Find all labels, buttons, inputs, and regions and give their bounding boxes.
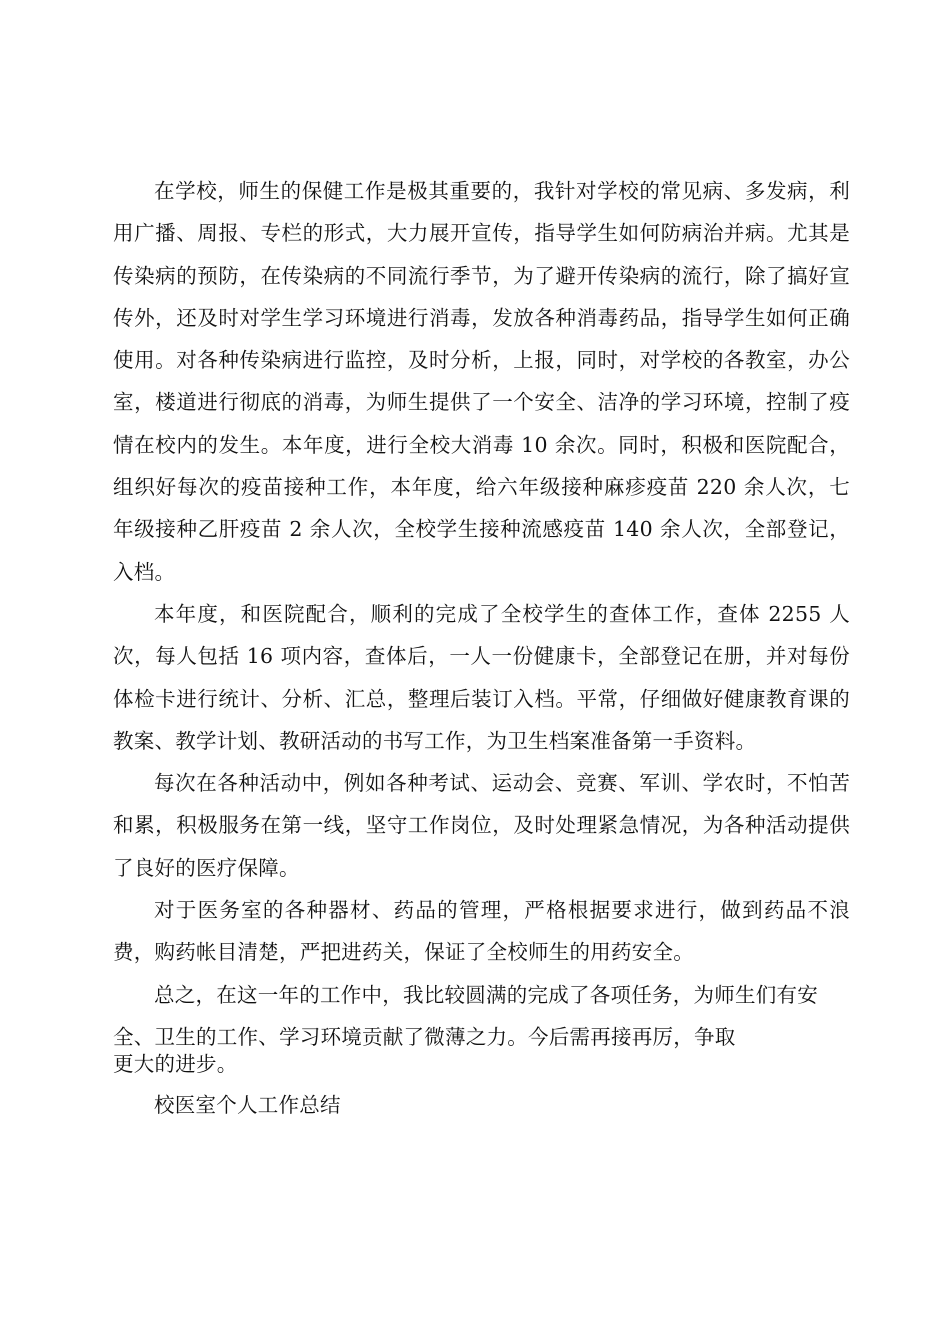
paragraph-health-care: 在学校，师生的保健工作是极其重要的，我针对学校的常见病、多发病，利用广播、周报、专栏的形式，大力展开宣传，指导学生如何防病治并病。尤其是传染病的预防，在传染病的不同流行季节，为了避开传染病的流行，除了搞好宣传外，还及时对学生学习环境进行消毒，发放各种消毒药品，指导学生如何正确使用。对各种传染病进行监控，及时分析，上报，同时，对学校的各教室，办公室，楼道进行彻底的消毒，为师生提供了一个安全、洁净的学习环境，控制了疫情在校内的发生。本年度，进行全校大消毒 10 余次。同时，积极和医院配合，组织好每次的疫苗接种工作，本年度，给六年级接种麻疹疫苗 220 余人次，七年级接种乙肝疫苗 2 余人次，全校学生接种流感疫苗 140 余人次，全部登记，入档。 (113, 179, 850, 584)
conclusion-line-1: 总之，在这一年的工作中，我比较圆满的完成了各项任务，为师生们有安 (154, 982, 818, 1007)
paragraph-physical-exam: 本年度，和医院配合，顺利的完成了全校学生的查体工作，查体 2255 人次，每人包括 16 项内容，查体后，一人一份健康卡，全部登记在册，并对每份体检卡进行统计、分析、汇总，整理后装订入档。平常，仔细做好健康教育课的教案、教学计划、教研活动的书写工作，为卫生档案准备第一手资料。 (113, 601, 850, 753)
paragraph-activity-support: 每次在各种活动中，例如各种考试、运动会、竞赛、军训、学农时，不怕苦和累，积极服务在第一线，坚守工作岗位，及时处理紧急情况，为各种活动提供了良好的医疗保障。 (113, 771, 850, 880)
conclusion-line-3: 更大的进步。 (113, 1052, 238, 1077)
document-body (113, 170, 850, 1120)
conclusion-line-2: 全、卫生的工作、学习环境贡献了微薄之力。今后需再接再厉，争取 (113, 1024, 736, 1049)
document-footer-title: 校医室个人工作总结 (154, 1093, 341, 1118)
paragraph-medicine-management: 对于医务室的各种器材、药品的管理，严格根据要求进行，做到药品不浪费，购药帐目清楚，严把进药关，保证了全校师生的用药安全。 (113, 898, 850, 965)
paragraph-conclusion (113, 974, 850, 1077)
